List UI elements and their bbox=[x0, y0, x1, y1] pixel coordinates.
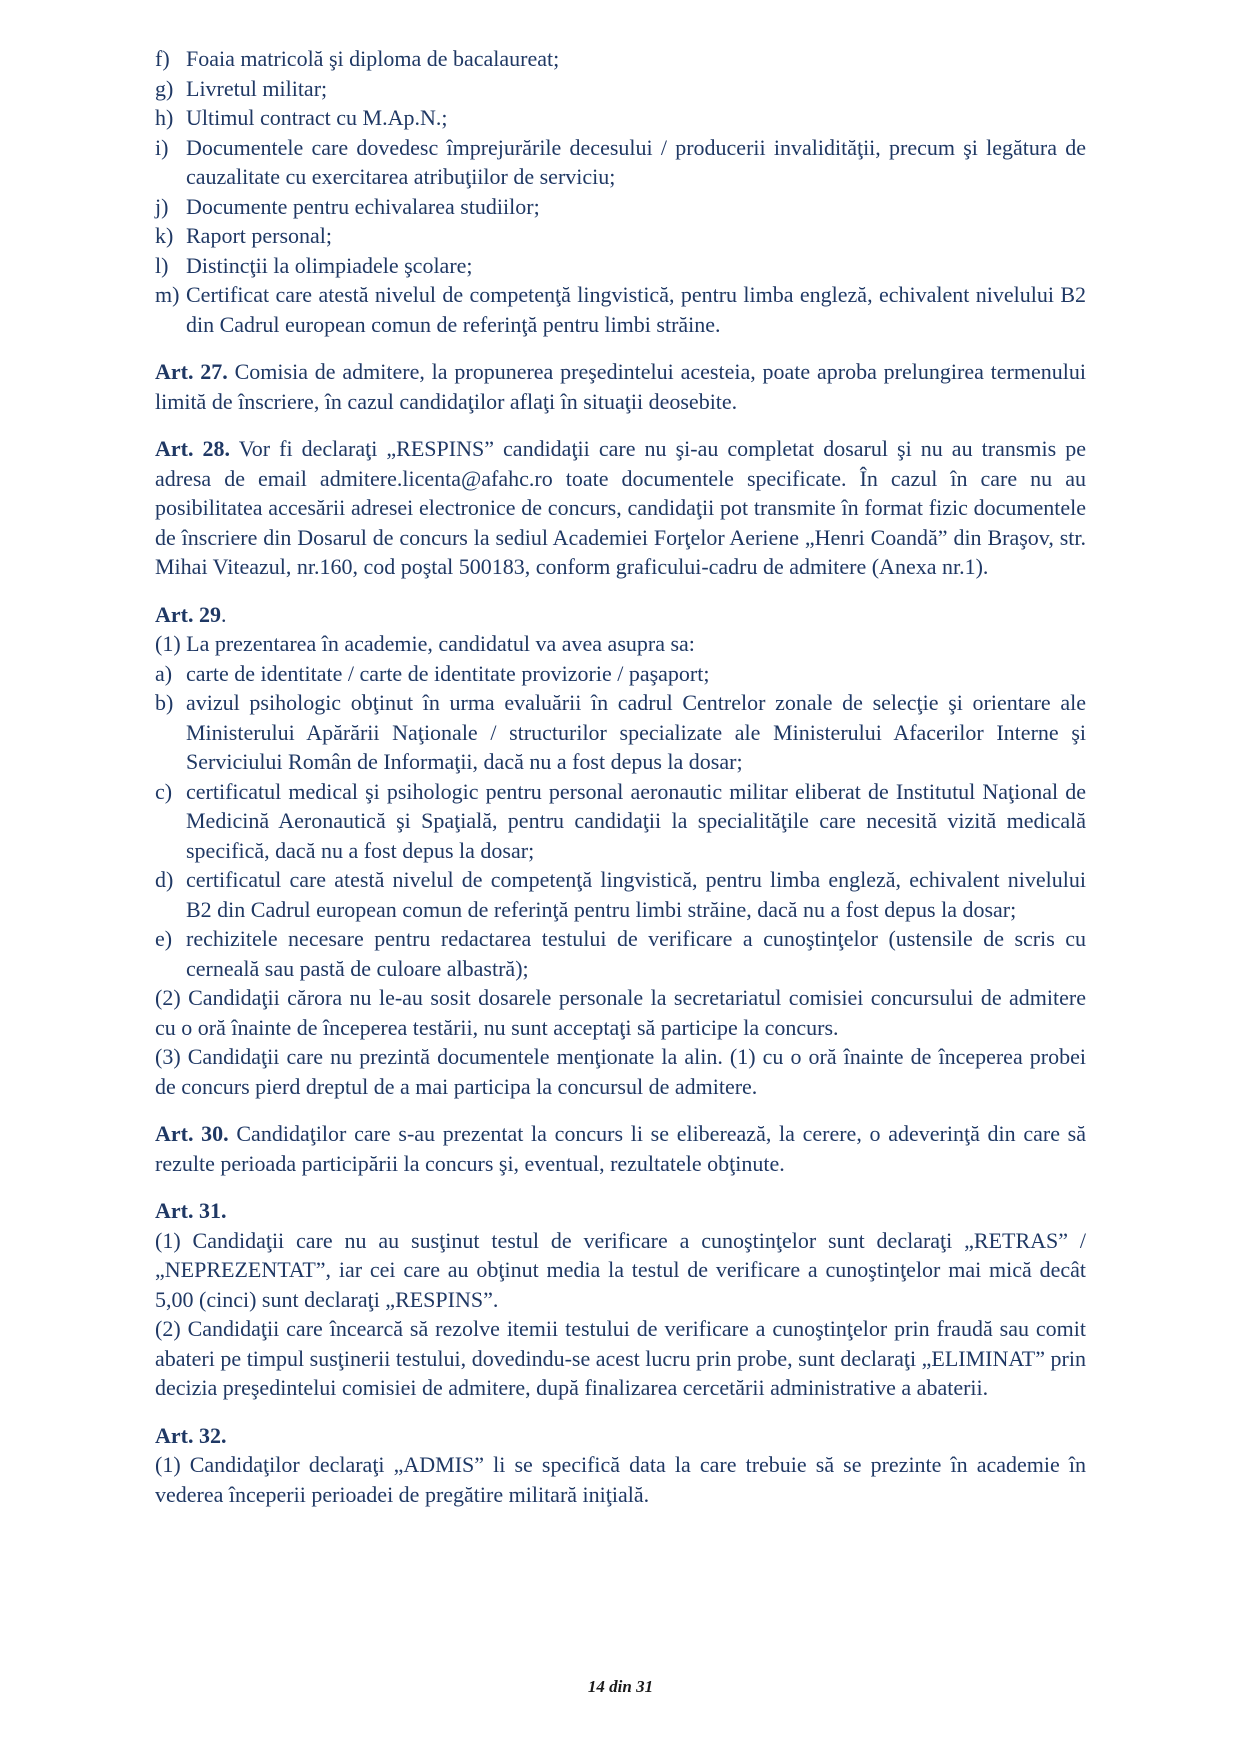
list-item-marker: a) bbox=[155, 660, 173, 686]
list-item-marker: m) bbox=[155, 282, 180, 307]
body-paragraph bbox=[155, 983, 1086, 1042]
article-27-paragraph bbox=[155, 357, 1086, 416]
list-item-a bbox=[155, 659, 1086, 689]
list-item-m bbox=[155, 280, 1086, 339]
page-number: 14 din 31 bbox=[587, 1677, 654, 1696]
list-item-e bbox=[155, 924, 1086, 983]
list-item-j bbox=[155, 192, 1086, 222]
article-32-paragraph bbox=[155, 1421, 1086, 1451]
list-item-i bbox=[155, 133, 1086, 192]
document-list bbox=[155, 659, 1086, 984]
list-item-marker: b) bbox=[155, 690, 174, 715]
paragraph-text: (3) Candidaţii care nu prezintă documentele menţionate la alin. (1) cu o oră înainte de începerea probei de concurs pierd dreptul de a mai participa la concursul de admitere. bbox=[155, 1044, 1086, 1099]
paragraph-text: . bbox=[220, 601, 227, 627]
article-29-paragraph bbox=[155, 600, 1086, 630]
body-paragraph bbox=[155, 1042, 1086, 1101]
list-item-d bbox=[155, 865, 1086, 924]
article-number-label: Art. 28. bbox=[155, 436, 231, 461]
paragraph-text: (1) La prezentarea în academie, candidatul va avea asupra sa: bbox=[155, 631, 695, 656]
list-item-text: avizul psihologic obţinut în urma evaluării în cadrul Centrelor zonale de selecţie şi orientare ale Ministerului Apărării Naţionale / structurilor specializate ale Ministerului Afacerilor Interne şi Serviciului Român de Informaţii, dacă nu a fost depus la dosar; bbox=[186, 690, 1086, 774]
list-item-marker: f) bbox=[155, 46, 170, 71]
list-item-text: Raport personal; bbox=[186, 223, 333, 248]
list-item-text: Documentele care dovedesc împrejurările decesului / producerii invalidităţii, precum şi legătura de cauzalitate cu exercitarea atribuţiilor de serviciu; bbox=[186, 134, 1086, 189]
article-number-label: Art. 29 bbox=[155, 601, 221, 627]
article-number-label: Art. 27. bbox=[155, 359, 228, 384]
list-item-text: certificatul medical şi psihologic pentru personal aeronautic militar eliberat de Institutul Naţional de Medicină Aeronautică şi Spaţială, pentru candidaţii la specialităţile care necesită vizită medicală specifică, dacă nu a fost depus la dosar; bbox=[186, 778, 1086, 863]
body-paragraph bbox=[155, 1450, 1086, 1509]
list-item-marker: l) bbox=[155, 252, 169, 278]
article-28-paragraph bbox=[155, 434, 1086, 582]
list-item-marker: e) bbox=[155, 926, 173, 951]
list-item-g bbox=[155, 74, 1086, 104]
document-list bbox=[155, 44, 1086, 339]
document-content bbox=[155, 44, 1086, 1509]
list-item-marker: d) bbox=[155, 867, 174, 892]
article-number-label: Art. 32. bbox=[155, 1422, 227, 1448]
article-number-label: Art. 31. bbox=[155, 1198, 227, 1223]
list-item-marker: g) bbox=[155, 75, 174, 101]
list-item-marker: j) bbox=[155, 193, 169, 219]
list-item-text: Documente pentru echivalarea studiilor; bbox=[186, 193, 540, 219]
list-item-b bbox=[155, 688, 1086, 777]
page-footer bbox=[0, 1677, 1241, 1697]
list-item-text: certificatul care atestă nivelul de competenţă lingvistică, pentru limba engleză, echivalent nivelului B2 din Cadrul european comun de referinţă pentru limbi străine, dacă nu a fost depus la dosar; bbox=[186, 867, 1086, 922]
list-item-text: Certificat care atestă nivelul de competenţă lingvistică, pentru limba engleză, echivalent nivelului B2 din Cadrul european comun de referinţă pentru limbi străine. bbox=[186, 282, 1086, 337]
article-31-paragraph bbox=[155, 1196, 1086, 1226]
body-paragraph bbox=[155, 1314, 1086, 1403]
list-item-text: rechizitele necesare pentru redactarea testului de verificare a cunoştinţelor (ustensile de scris cu cerneală sau pastă de culoare albastră); bbox=[186, 926, 1086, 981]
list-item-h bbox=[155, 103, 1086, 133]
paragraph-text: (2) Candidaţii care încearcă să rezolve itemii testului de verificare a cunoştinţelor prin fraudă sau comit abateri pe timpul susţinerii testului, dovedindu-se acest lucru prin probe, sunt declaraţi „ELIMINAT” prin decizia preşedintelui comisiei de admitere, după finalizarea cercetării administrative a abaterii. bbox=[155, 1316, 1086, 1400]
list-item-c bbox=[155, 777, 1086, 866]
list-item-marker: c) bbox=[155, 778, 173, 804]
paragraph-text: (1) Candidaţii care nu au susţinut testul de verificare a cunoştinţelor sunt declaraţi „RETRAS” / „NEPREZENTAT”, iar cei care au obţinut media la testul de verificare a cunoştinţelor mai mică decât 5,00 (cinci) sunt declaraţi „RESPINS”. bbox=[155, 1227, 1086, 1312]
paragraph-text: (1) Candidaţilor declaraţi „ADMIS” li se specifică data la care trebuie să se prezinte în academie în vederea începerii perioadei de pregătire militară iniţială. bbox=[155, 1452, 1086, 1507]
list-item-marker: h) bbox=[155, 105, 174, 130]
article-number-label: Art. 30. bbox=[155, 1121, 229, 1146]
body-paragraph bbox=[155, 1226, 1086, 1315]
list-item-l bbox=[155, 251, 1086, 281]
list-item-text: Distincţii la olimpiadele şcolare; bbox=[186, 252, 473, 278]
article-30-paragraph bbox=[155, 1119, 1086, 1178]
paragraph-text: (2) Candidaţii cărora nu le-au sosit dosarele personale la secretariatul comisiei concursului de admitere cu o oră înainte de începerea testării, nu sunt acceptaţi să participe la concurs. bbox=[155, 985, 1086, 1040]
list-item-marker: k) bbox=[155, 223, 174, 248]
paragraph-text: Vor fi declaraţi „RESPINS” candidaţii care nu şi-au completat dosarul şi nu au transmis pe adresa de email admitere.licenta@afahc.ro toate documentele specificate. În cazul în care nu au posibilitatea accesării adresei electronice de concurs, candidaţii pot transmite în format fizic documentele de înscriere din Dosarul de concurs la sediul Academiei Forţelor Aeriene „Henri Coandă” din Braşov, str. Mihai Viteazul, nr.160, cod poştal 500183, conform graficului-cadru de admitere (Anexa nr.1). bbox=[155, 436, 1087, 579]
list-item-text: Foaia matricolă şi diploma de bacalaureat; bbox=[186, 46, 560, 71]
paragraph-text: Comisia de admitere, la propunerea preşedintelui acesteia, poate aproba prelungirea termenului limită de înscriere, în cazul candidaţilor aflaţi în situaţii deosebite. bbox=[155, 359, 1086, 414]
paragraph-text: Candidaţilor care s-au prezentat la concurs li se eliberează, la cerere, o adeverinţă din care să rezulte perioada participării la concurs şi, eventual, rezultatele obţinute. bbox=[155, 1121, 1086, 1176]
list-item-text: carte de identitate / carte de identitate provizorie / paşaport; bbox=[186, 660, 710, 686]
list-item-text: Ultimul contract cu M.Ap.N.; bbox=[186, 105, 448, 130]
body-paragraph bbox=[155, 629, 1086, 659]
list-item-marker: i) bbox=[155, 134, 169, 160]
list-item-text: Livretul militar; bbox=[186, 75, 328, 101]
list-item-k bbox=[155, 221, 1086, 251]
list-item-f bbox=[155, 44, 1086, 74]
